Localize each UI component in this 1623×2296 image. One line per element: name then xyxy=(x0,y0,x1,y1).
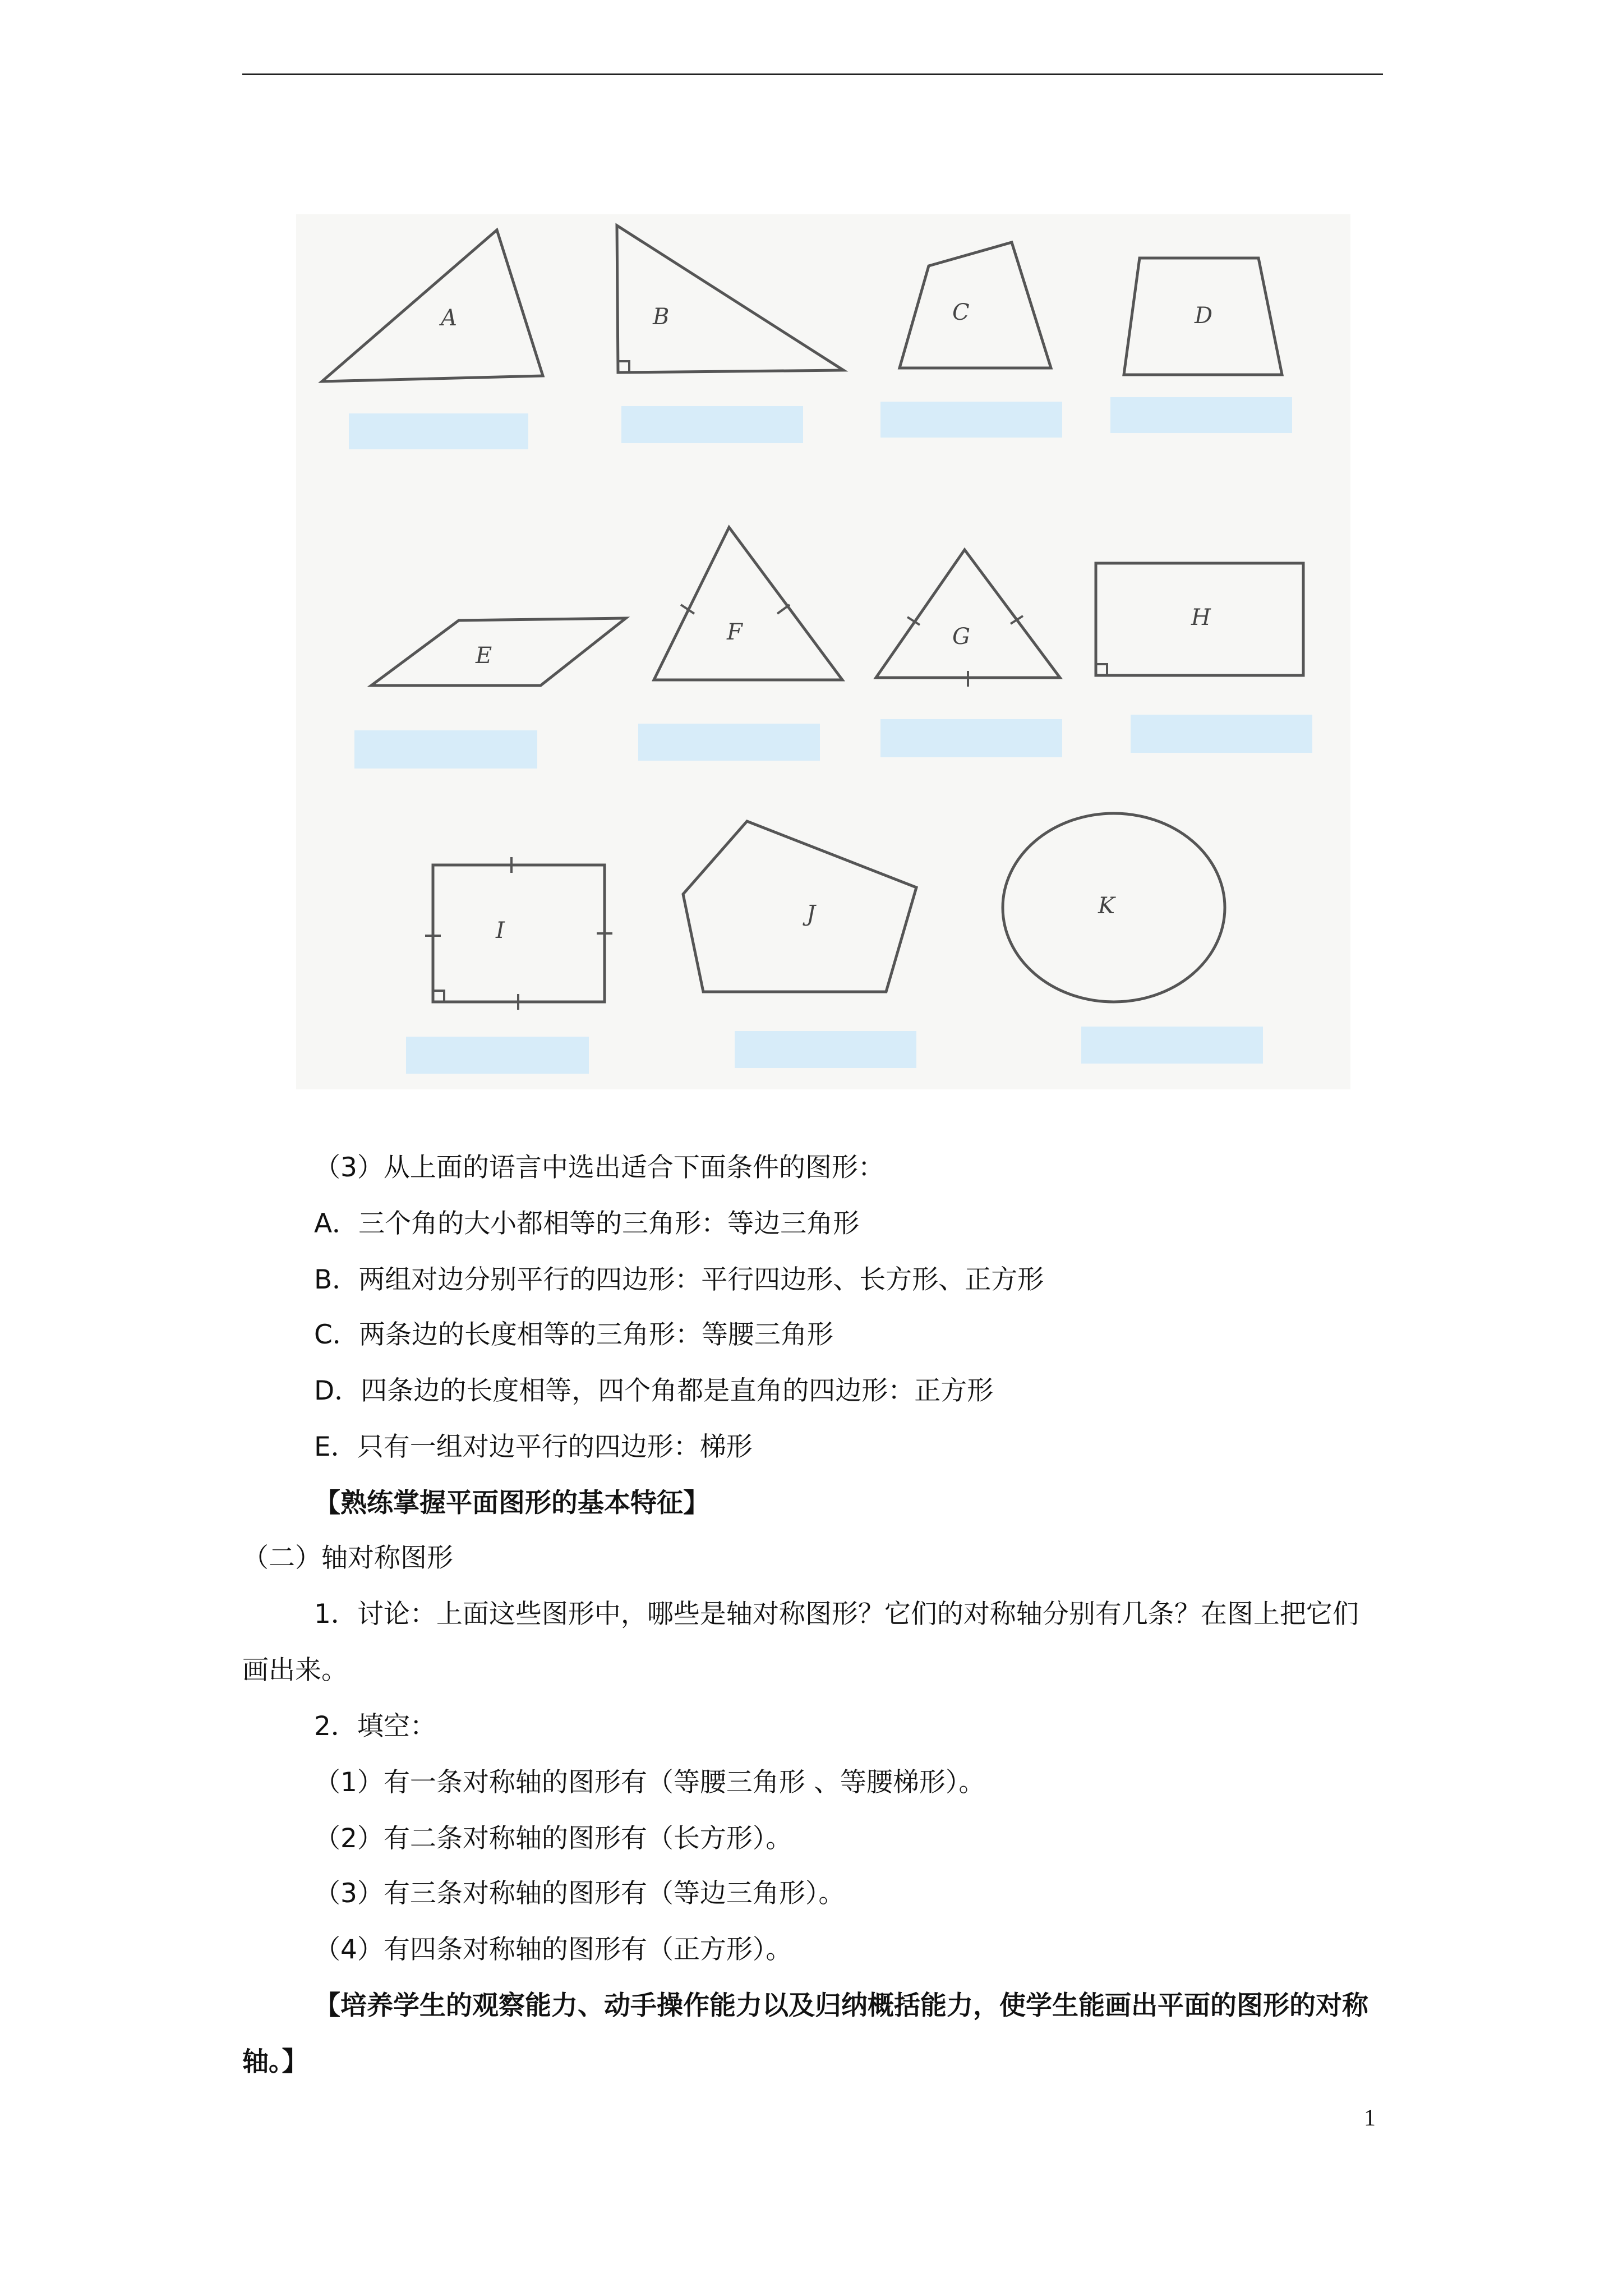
section-axial-symmetry-title: （二）轴对称图形 xyxy=(242,1543,453,1573)
fill-blank-4: （4）有四条对称轴的图形有（正方形）。 xyxy=(314,1934,792,1965)
header-rule xyxy=(242,73,1383,75)
shape-label-i: I xyxy=(496,918,505,944)
tick-mark-g-right xyxy=(1011,616,1023,624)
shape-g-equilateral-triangle xyxy=(876,550,1060,678)
q3-option-e: E．只有一组对边平行的四边形：梯形 xyxy=(314,1432,753,1462)
shape-label-e: E xyxy=(476,643,492,669)
fill-blank-1: （1）有一条对称轴的图形有（等腰三角形 、等腰梯形）。 xyxy=(314,1767,985,1798)
answer-box-d xyxy=(1110,397,1292,433)
note-observation-ability: 【培养学生的观察能力、动手操作能力以及归纳概括能力，使学生能画出平面的图形的对称轴。】 xyxy=(242,1990,1368,2077)
q3-intro: （3）从上面的语言中选出适合下面条件的图形： xyxy=(314,1152,884,1183)
note-basic-features: 【熟练掌握平面图形的基本特征】 xyxy=(314,1488,709,1519)
right-angle-mark-i xyxy=(433,991,444,1002)
q3-option-b: B．两组对边分别平行的四边形：平行四边形、长方形、正方形 xyxy=(314,1264,1044,1295)
answer-box-e xyxy=(354,730,537,769)
shapes-figure xyxy=(296,214,1350,1089)
fill-blank-2: （2）有二条对称轴的图形有（长方形）。 xyxy=(314,1823,792,1854)
shape-e-parallelogram xyxy=(371,618,626,685)
q3-option-a: A．三个角的大小都相等的三角形：等边三角形 xyxy=(314,1208,860,1239)
shape-i-square xyxy=(433,865,605,1002)
fill-blank-title: 2．填空： xyxy=(314,1711,436,1742)
answer-box-c xyxy=(880,402,1062,438)
shape-f-isosceles-triangle xyxy=(654,527,842,680)
shape-label-f: F xyxy=(727,619,743,645)
shape-b-right-triangle xyxy=(617,226,843,372)
shape-label-b: B xyxy=(653,304,670,330)
shape-label-h: H xyxy=(1191,605,1211,631)
answer-box-k xyxy=(1081,1027,1263,1064)
answer-box-h xyxy=(1131,715,1312,753)
q3-option-d: D．四条边的长度相等，四个角都是直角的四边形：正方形 xyxy=(314,1375,994,1406)
right-angle-mark-b xyxy=(618,361,629,372)
shape-label-a: A xyxy=(441,305,457,331)
shape-j-pentagon xyxy=(683,821,916,992)
right-angle-mark-h xyxy=(1096,664,1107,675)
answer-box-f xyxy=(638,724,820,761)
answer-box-a xyxy=(349,413,528,449)
shape-label-k: K xyxy=(1098,893,1115,919)
discussion-paragraph: 1．讨论：上面这些图形中，哪些是轴对称图形？它们的对称轴分别有几条？在图上把它们画出来。 xyxy=(242,1599,1359,1686)
shape-label-g: G xyxy=(952,624,970,650)
shape-c-quadrilateral xyxy=(900,242,1051,368)
shape-label-j: J xyxy=(806,901,816,927)
tick-mark-f-right xyxy=(777,605,790,614)
answer-box-j xyxy=(735,1031,916,1068)
answer-box-b xyxy=(621,406,803,443)
shape-label-d: D xyxy=(1195,303,1213,329)
page-number: 1 xyxy=(1364,2105,1376,2131)
answer-box-i xyxy=(406,1037,589,1074)
fill-blank-3: （3）有三条对称轴的图形有（等边三角形）。 xyxy=(314,1878,845,1909)
shape-label-c: C xyxy=(952,300,970,325)
answer-box-g xyxy=(880,719,1062,757)
shape-a-triangle xyxy=(322,230,543,381)
shapes-svg xyxy=(296,214,1350,1089)
q3-option-c: C．两条边的长度相等的三角形：等腰三角形 xyxy=(314,1319,833,1350)
